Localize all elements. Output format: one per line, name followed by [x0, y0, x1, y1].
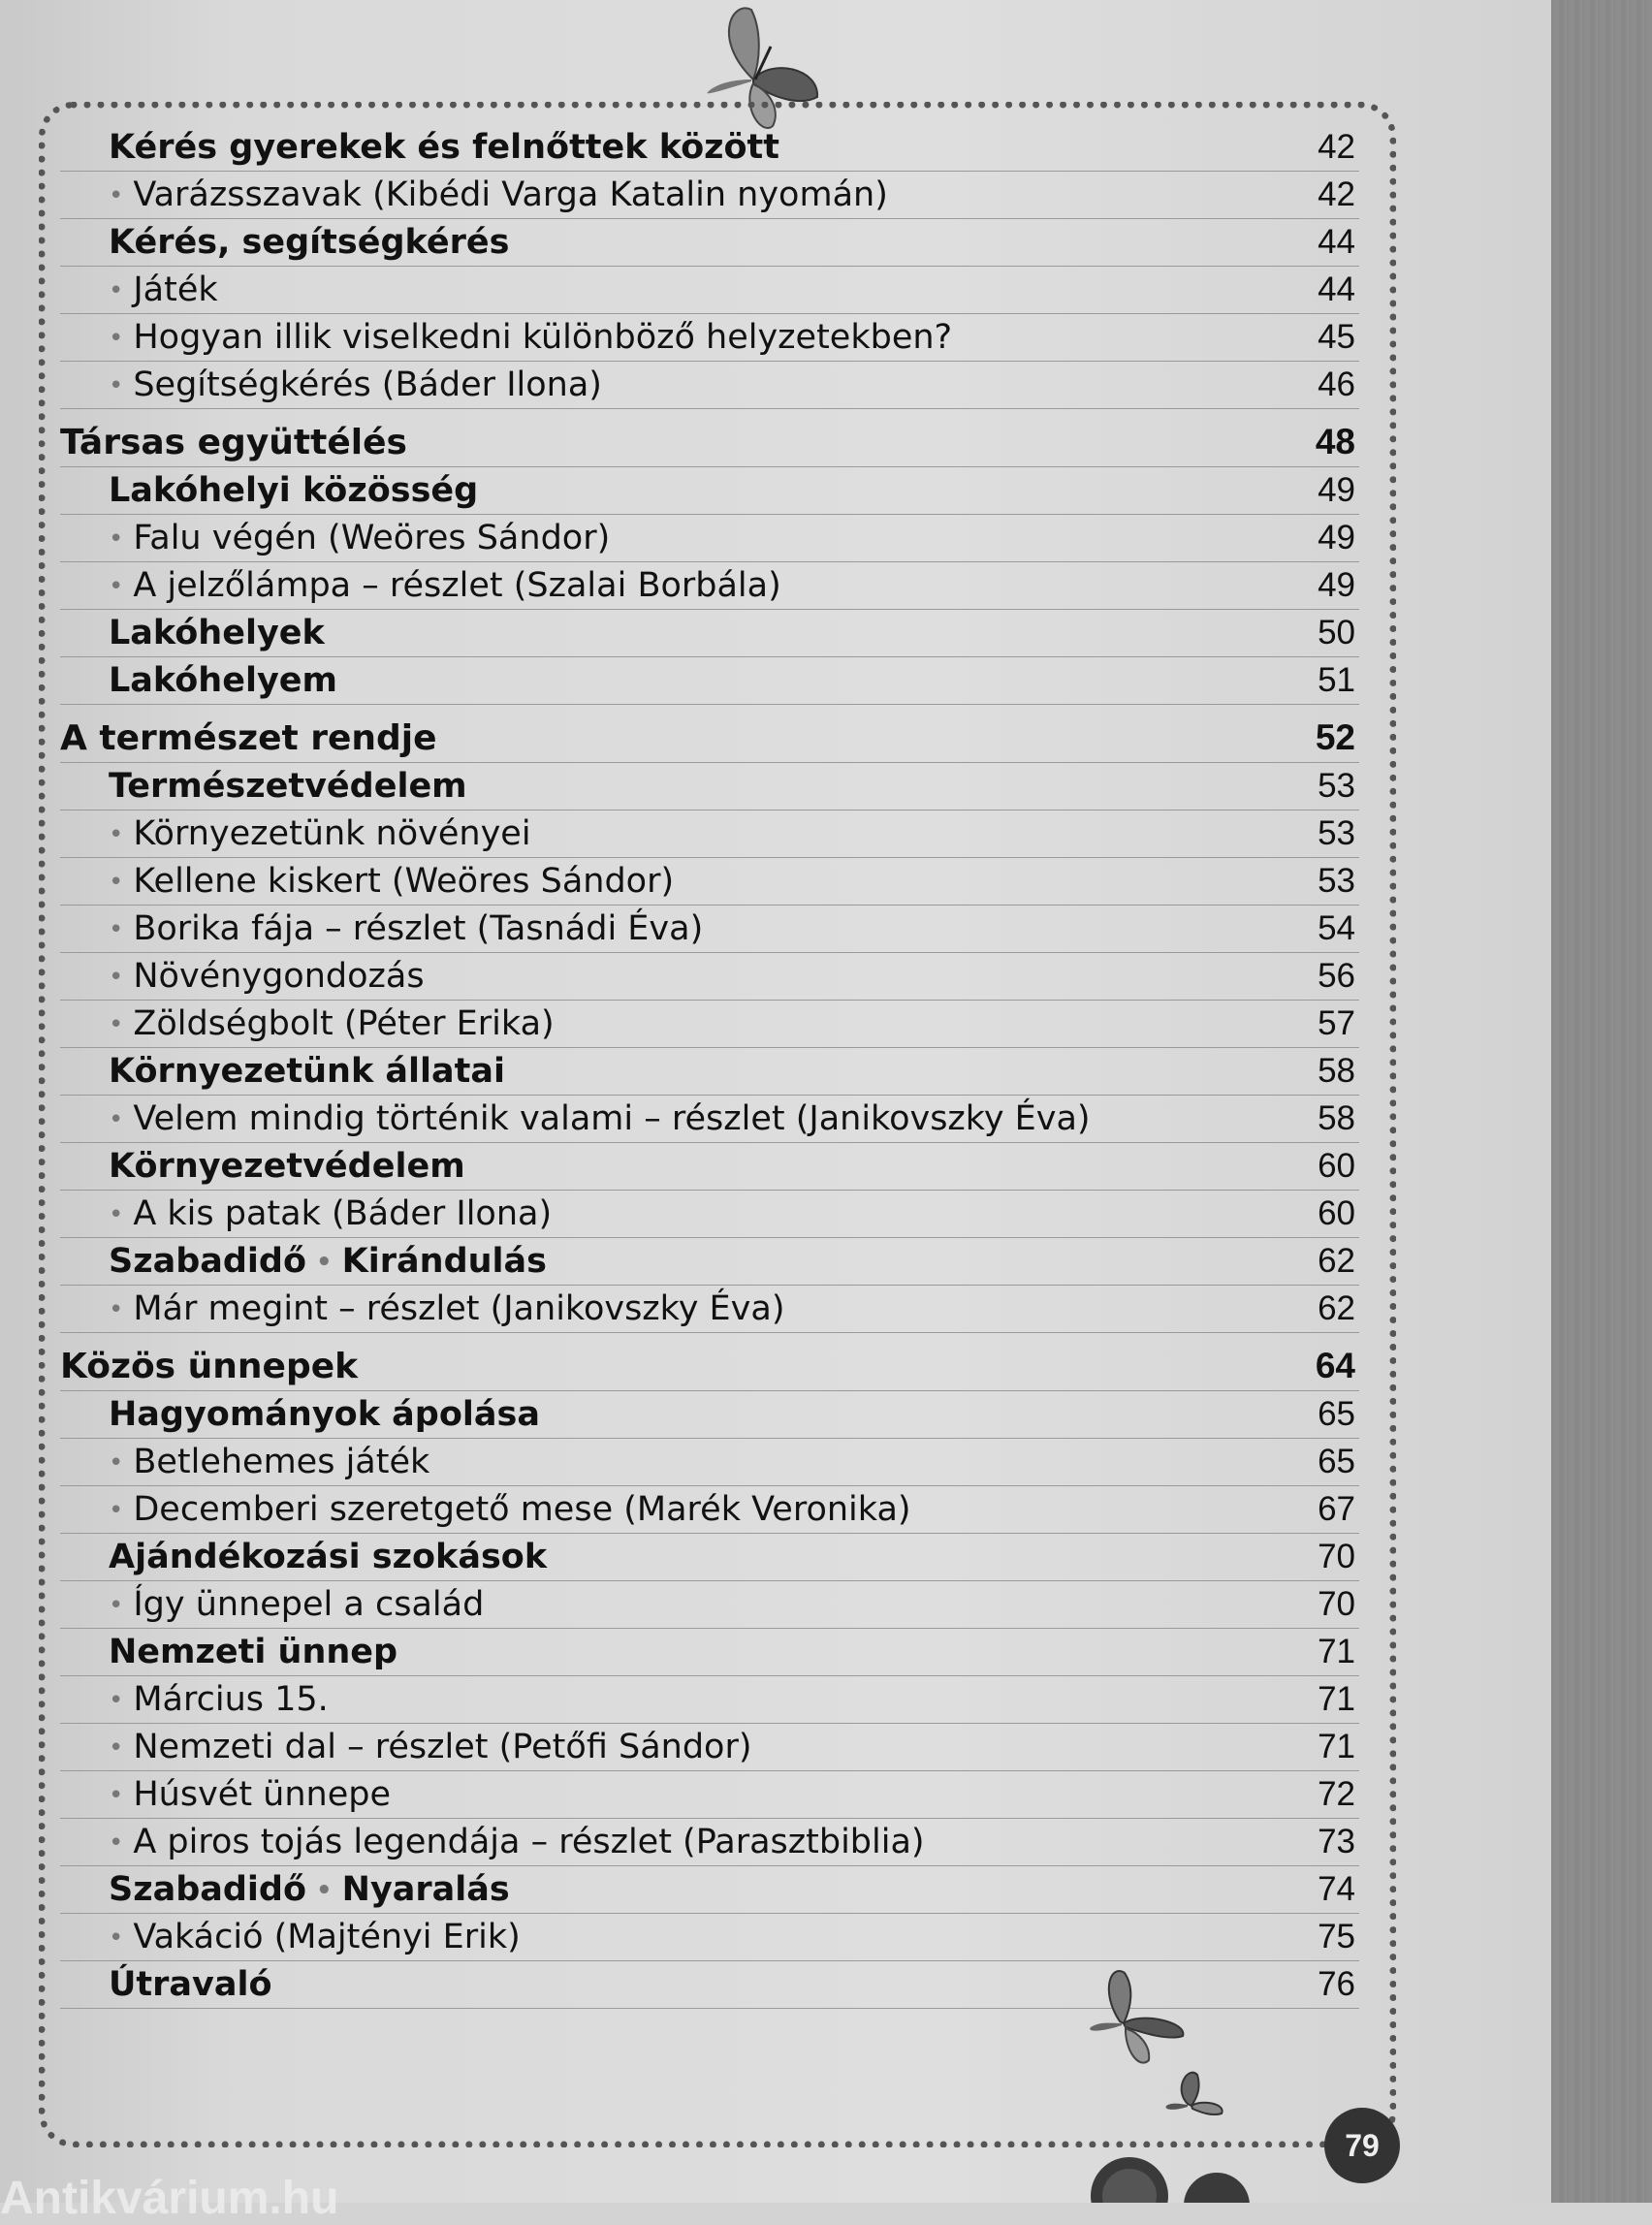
toc-entry-text: Lakóhelyem [109, 661, 337, 700]
bullet-icon: • [109, 1496, 124, 1525]
toc-chapter-row [60, 1629, 1359, 1676]
bullet-icon: • [109, 1686, 124, 1715]
toc-item-row [60, 1001, 1359, 1048]
toc-entry-text: Betlehemes játék [133, 1443, 430, 1481]
toc-item-row [60, 858, 1359, 906]
background-surface [1551, 0, 1652, 2203]
toc-chapter-row [60, 1866, 1359, 1914]
toc-entry-title [60, 614, 325, 652]
toc-page-number: 65 [1318, 1443, 1355, 1480]
toc-entry-text: Kérés gyerekek és felnőttek között [109, 128, 780, 167]
separator-icon: • [316, 1248, 333, 1277]
toc-entry-title [60, 1870, 510, 1909]
toc-entry-title [60, 1443, 429, 1481]
toc-chapter-row [60, 610, 1359, 657]
toc-chapter-row [60, 1534, 1359, 1581]
toc-entry-text: Decemberi szeretgető mese (Marék Veronika) [133, 1490, 911, 1529]
toc-page-number: 72 [1318, 1775, 1355, 1813]
toc-item-row [60, 515, 1359, 562]
toc-page-number: 54 [1318, 909, 1355, 947]
toc-page-number: 56 [1318, 957, 1355, 995]
toc-page-number: 62 [1318, 1242, 1355, 1280]
bullet-icon: • [109, 371, 124, 400]
butterfly-icon-bottom-small [1159, 2060, 1236, 2138]
toc-entry-title [60, 1633, 397, 1671]
toc-entry-text: A természet rendje [60, 718, 437, 758]
toc-entry-title [60, 471, 478, 510]
toc-entry-title [60, 1289, 784, 1328]
toc-entry-title [60, 1775, 391, 1814]
toc-item-row [60, 953, 1359, 1001]
toc-entry-title [60, 1823, 925, 1861]
toc-item-row [60, 1771, 1359, 1819]
toc-entry-text: Nemzeti dal – részlet (Petőfi Sándor) [133, 1728, 752, 1766]
toc-entry-text: Szabadidő [109, 1870, 307, 1909]
toc-entry-text: Környezetünk növényei [133, 814, 531, 853]
toc-entry-text: Környezetvédelem [109, 1147, 465, 1186]
toc-entry-title [60, 318, 952, 357]
bullet-icon: • [109, 868, 124, 897]
toc-entry-text: Március 15. [133, 1680, 329, 1719]
toc-entry-text: Zöldségbolt (Péter Erika) [133, 1004, 555, 1043]
toc-page-number: 44 [1318, 270, 1355, 308]
toc-entry-title [60, 1585, 484, 1624]
toc-chapter-row [60, 763, 1359, 811]
bullet-icon: • [109, 1923, 124, 1953]
toc-item-row [60, 362, 1359, 409]
toc-entry-text: A piros tojás legendája – részlet (Parasztbiblia) [133, 1823, 925, 1861]
toc-page-number: 49 [1318, 471, 1355, 509]
toc-entry-text: Lakóhelyi közösség [109, 471, 479, 510]
toc-item-row [60, 1724, 1359, 1771]
bullet-icon: • [109, 181, 124, 210]
toc-entry-title [60, 1147, 465, 1186]
toc-chapter-row [60, 1391, 1359, 1439]
toc-entry-title [60, 1242, 547, 1281]
toc-page-number: 74 [1318, 1870, 1355, 1908]
toc-entry-text: Már megint – részlet (Janikovszky Éva) [133, 1289, 785, 1328]
toc-item-row [60, 172, 1359, 219]
toc-entry-title [60, 519, 610, 557]
toc-entry-text: A kis patak (Báder Ilona) [133, 1194, 553, 1233]
toc-item-row [60, 1581, 1359, 1629]
toc-entry-title [60, 957, 425, 996]
toc-entry-title [60, 223, 509, 262]
toc-entry-title [60, 128, 779, 167]
bullet-icon: • [109, 1733, 124, 1763]
watermark: Antikvárium.hu [0, 2173, 339, 2224]
toc-page-number: 57 [1318, 1004, 1355, 1042]
toc-entry-title [60, 814, 531, 853]
toc-entry-title [60, 1347, 358, 1386]
toc-entry-title [60, 1490, 911, 1529]
toc-item-row [60, 1486, 1359, 1534]
toc-item-row [60, 1096, 1359, 1143]
toc-page-number: 76 [1318, 1965, 1355, 2003]
toc-item-row [60, 811, 1359, 858]
toc-page-number: 53 [1318, 767, 1355, 805]
bullet-icon: • [109, 1591, 124, 1620]
toc-page-number: 71 [1318, 1633, 1355, 1670]
toc-entry-text: Környezetünk állatai [109, 1052, 505, 1091]
bullet-icon: • [109, 1781, 124, 1810]
bullet-icon: • [109, 1105, 124, 1134]
toc-page-number: 51 [1318, 661, 1355, 699]
toc-page-number: 60 [1318, 1147, 1355, 1185]
toc-item-row [60, 1914, 1359, 1961]
toc-page-number: 52 [1315, 717, 1355, 757]
toc-page-number: 70 [1318, 1585, 1355, 1623]
bullet-icon: • [109, 820, 124, 849]
toc-chapter-row [60, 657, 1359, 705]
toc-entry-text: Természetvédelem [109, 767, 467, 806]
toc-entry-text: Falu végén (Weöres Sándor) [133, 519, 611, 557]
toc-entry-title [60, 1680, 329, 1719]
toc-page-number: 49 [1318, 519, 1355, 556]
toc-item-row [60, 1676, 1359, 1724]
toc-entry-text-2: Kirándulás [341, 1242, 547, 1281]
toc-page-number: 53 [1318, 862, 1355, 900]
toc-page-number: 62 [1318, 1289, 1355, 1327]
toc-page-number: 42 [1318, 175, 1355, 213]
toc-entry-text: Vakáció (Majtényi Erik) [133, 1918, 521, 1956]
toc-chapter-row [60, 467, 1359, 515]
toc-entry-title [60, 270, 218, 309]
toc-item-row [60, 1191, 1359, 1238]
toc-entry-text: Borika fája – részlet (Tasnádi Éva) [133, 909, 704, 948]
toc-entry-text: Hogyan illik viselkedni különböző helyzetekben? [133, 318, 953, 357]
toc-entry-title [60, 909, 703, 948]
toc-entry-title [60, 1052, 505, 1091]
bullet-icon: • [109, 1295, 124, 1324]
toc-page-number: 73 [1318, 1823, 1355, 1860]
toc-entry-text: Nemzeti ünnep [109, 1633, 398, 1671]
toc-entry-title [60, 767, 467, 806]
toc-entry-text: Játék [133, 270, 218, 309]
table-of-contents [60, 124, 1359, 2009]
flower-icon [1081, 2138, 1255, 2203]
toc-item-row [60, 1439, 1359, 1486]
toc-entry-text: Kellene kiskert (Weöres Sándor) [133, 862, 675, 901]
toc-page-number: 67 [1318, 1490, 1355, 1528]
toc-entry-text: Lakóhelyek [109, 614, 325, 652]
toc-page-number: 53 [1318, 814, 1355, 852]
toc-entry-title [60, 1538, 547, 1576]
toc-entry-text: Így ünnepel a család [133, 1585, 485, 1624]
toc-entry-title [60, 862, 674, 901]
toc-item-row [60, 1286, 1359, 1333]
toc-page-number: 50 [1318, 614, 1355, 652]
toc-page-number: 45 [1318, 318, 1355, 356]
toc-entry-title [60, 1728, 752, 1766]
toc-page-number: 65 [1318, 1395, 1355, 1433]
toc-entry-title [60, 175, 888, 214]
toc-entry-text: Segítségkérés (Báder Ilona) [133, 366, 602, 404]
toc-item-row [60, 1819, 1359, 1866]
toc-item-row [60, 314, 1359, 362]
bullet-icon: • [109, 963, 124, 992]
toc-entry-text: Útravaló [109, 1965, 272, 2004]
toc-section-row [60, 1333, 1359, 1391]
toc-entry-text: Társas együttélés [60, 423, 407, 462]
toc-entry-title [60, 1395, 540, 1434]
toc-entry-text: Húsvét ünnepe [133, 1775, 392, 1814]
toc-entry-text: Közös ünnepek [60, 1347, 359, 1386]
bullet-icon: • [109, 1448, 124, 1478]
toc-page-number: 75 [1318, 1918, 1355, 1955]
toc-entry-title [60, 1194, 552, 1233]
toc-entry-title [60, 718, 437, 758]
toc-entry-text: Kérés, segítségkérés [109, 223, 510, 262]
toc-page-number: 44 [1318, 223, 1355, 261]
toc-entry-text: Varázsszavak (Kibédi Varga Katalin nyomán) [133, 175, 888, 214]
toc-entry-text-2: Nyaralás [341, 1870, 510, 1909]
toc-entry-title [60, 1918, 521, 1956]
toc-entry-title [60, 1099, 1091, 1138]
toc-entry-title [60, 661, 337, 700]
toc-page-number: 42 [1318, 128, 1355, 166]
bullet-icon: • [109, 1200, 124, 1229]
separator-icon: • [316, 1876, 333, 1905]
toc-entry-text: A jelzőlámpa – részlet (Szalai Borbála) [133, 566, 781, 605]
toc-chapter-row [60, 1048, 1359, 1096]
toc-entry-text: Hagyományok ápolása [109, 1395, 540, 1434]
toc-entry-text: Szabadidő [109, 1242, 307, 1281]
toc-item-row [60, 267, 1359, 314]
toc-page-number: 71 [1318, 1728, 1355, 1765]
toc-chapter-row [60, 1238, 1359, 1286]
toc-section-row [60, 705, 1359, 763]
toc-page-number: 64 [1315, 1346, 1355, 1385]
toc-entry-title [60, 366, 602, 404]
bullet-icon: • [109, 915, 124, 944]
bullet-icon: • [109, 524, 124, 554]
toc-section-row [60, 409, 1359, 467]
toc-page-number: 58 [1318, 1052, 1355, 1090]
toc-item-row [60, 906, 1359, 953]
toc-page-number: 49 [1318, 566, 1355, 604]
toc-entry-title [60, 566, 781, 605]
bullet-icon: • [109, 276, 124, 305]
toc-page-number: 58 [1318, 1099, 1355, 1137]
bullet-icon: • [109, 1010, 124, 1039]
toc-page-number: 60 [1318, 1194, 1355, 1232]
toc-item-row [60, 562, 1359, 610]
page-number-badge: 79 [1324, 2108, 1400, 2183]
toc-entry-title [60, 1004, 555, 1043]
toc-entry-text: Velem mindig történik valami – részlet (Janikovszky Éva) [133, 1099, 1091, 1138]
bullet-icon: • [109, 324, 124, 353]
toc-chapter-row [60, 219, 1359, 267]
bullet-icon: • [109, 1828, 124, 1858]
toc-page-number: 71 [1318, 1680, 1355, 1718]
toc-chapter-row [60, 1143, 1359, 1191]
toc-entry-title [60, 423, 407, 462]
toc-entry-text: Ajándékozási szokások [109, 1538, 548, 1576]
toc-entry-text: Növénygondozás [133, 957, 425, 996]
toc-page-number: 48 [1315, 422, 1355, 461]
bullet-icon: • [109, 572, 124, 601]
toc-page-number: 46 [1318, 366, 1355, 403]
toc-page-number: 70 [1318, 1538, 1355, 1575]
toc-entry-title [60, 1965, 272, 2004]
toc-chapter-row [60, 124, 1359, 172]
